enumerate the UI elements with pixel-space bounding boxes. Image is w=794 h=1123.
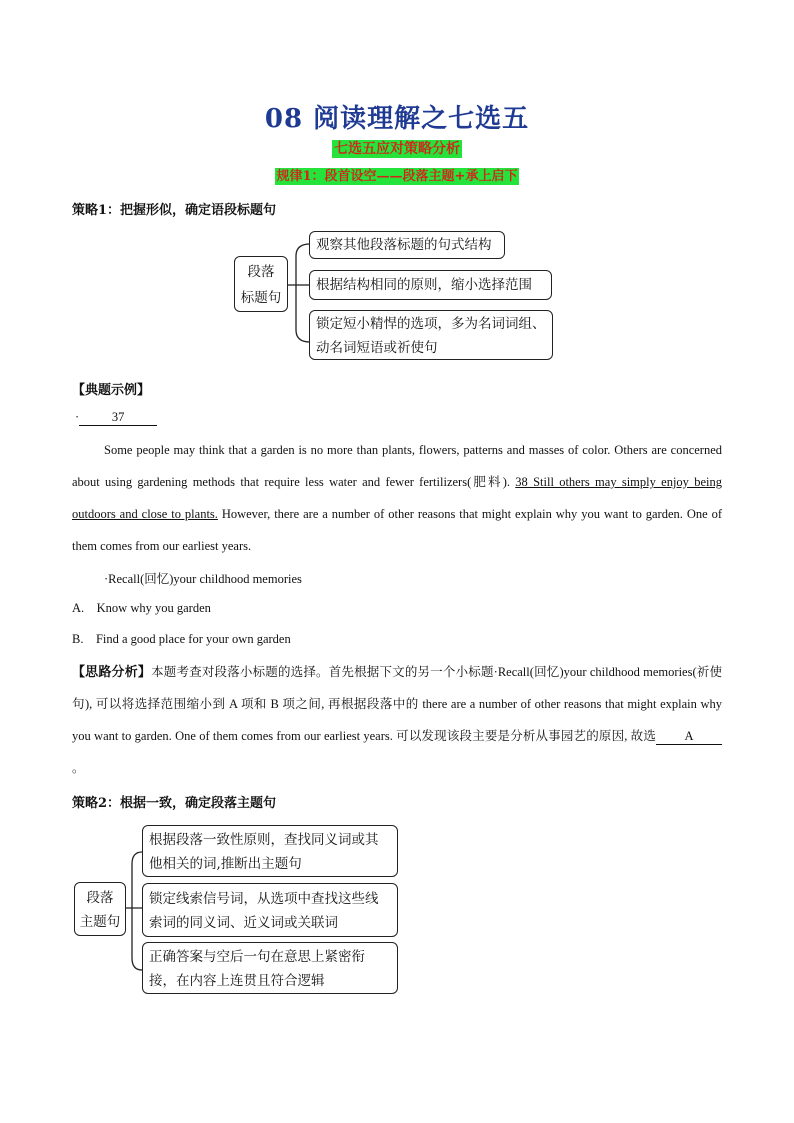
blank-line [75,410,157,426]
recall-line: ·Recall(回忆)your childhood memories [104,572,302,586]
analysis-paragraph [72,656,722,784]
strategy2-bracket [124,838,144,972]
analysis-text: 本题考查对段落小标题的选择。首先根据下文的另一个小标题·Recall(回忆)your childhood memories(祈使句), 可以将选择范围缩小到 A 项和 B 项之间, 再根据段落中的 there are a number of other reasons that might explain why you want to garden. One of them comes from our earliest years. 可以发现该段主要是分析从事园艺的原因, 故选 [72,665,722,743]
analysis-answer: A [656,728,722,745]
strategy1-center-box: 段落 标题句 [234,256,288,312]
rule-highlight: 规律1：段首设空——段落主题+承上启下 [276,169,518,184]
analysis-label: 【思路分析】 [72,664,152,679]
strategy1-item-3: 锁定短小精悍的选项，多为名词词组、 动名词短语或祈使句 [309,310,553,360]
option-b: B. Find a good place for your own garden [72,632,291,646]
strategy2-item-1: 根据段落一致性原则，查找同义词或其 他相关的词,推断出主题句 [142,825,398,877]
strategy1-heading: 策略1：把握形似，确定语段标题句 [72,203,277,218]
subtitle-highlight: 七选五应对策略分析 [334,141,460,157]
strategy1-item-1: 观察其他段落标题的句式结构 [309,231,505,259]
page-title: 08 阅读理解之七选五 [264,104,530,134]
paragraph-underlined: 38 Still others may simply enjoy being outdoors and close to plants. [72,475,722,521]
strategy2-item-3: 正确答案与空后一句在意思上紧密衔 接，在内容上连贯且符合逻辑 [142,942,398,994]
rule-heading [0,165,794,184]
example-heading: 【典题示例】 [72,383,151,398]
blank-number: 37 [79,410,157,426]
paragraph-text-1: Some people may think that a garden is no more than plants, flowers, patterns and masses of color. Others are concerned about using gardening methods that require less water and fewer fertilizers(肥料). [72,443,722,489]
strategy2-center-box: 段落 主题句 [74,882,126,936]
option-a: A. Know why you garden [72,601,211,615]
analysis-end: 。 [72,761,85,775]
strategy1-item-2: 根据结构相同的原则，缩小选择范围 [309,270,552,300]
paragraph-text-2: However, there are a number of other reasons that might explain why you want to garden. One of them comes from our earliest years. [72,507,722,553]
strategy2-heading: 策略2：根据一致，确定段落主题句 [72,796,277,811]
blank-prefix: · [75,410,80,424]
subtitle [0,138,794,158]
example-paragraph [72,434,722,562]
strategy2-item-2: 锁定线索信号词，从选项中查找这些线 索词的同义词、近义词或关联词 [142,883,398,937]
